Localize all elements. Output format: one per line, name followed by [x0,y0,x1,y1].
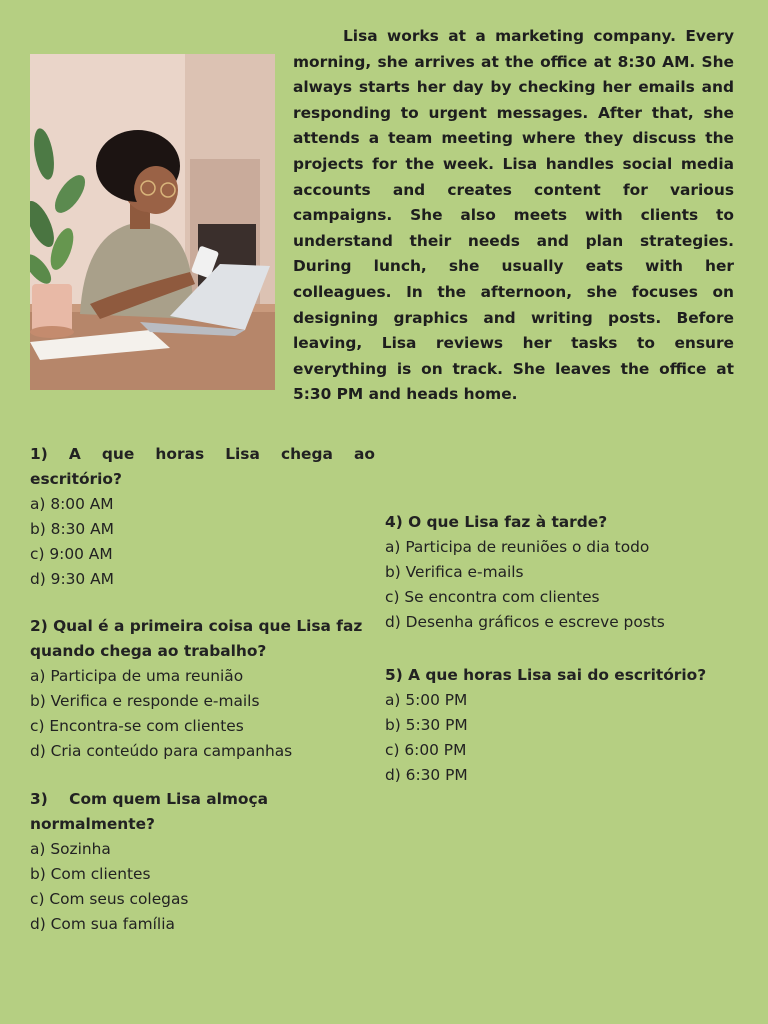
question-5 [385,663,745,788]
question-5-option-d: d) 6:30 PM [385,766,468,784]
question-1 [30,442,375,592]
question-4-option-b: b) Verifica e-mails [385,563,524,581]
question-3 [30,787,375,937]
question-4-option-a: a) Participa de reuniões o dia todo [385,538,650,556]
question-5-option-a: a) 5:00 PM [385,691,468,709]
question-2-option-c: c) Encontra-se com clientes [30,717,244,735]
question-2-option-a: a) Participa de uma reunião [30,667,244,685]
question-2-option-d: d) Cria conteúdo para campanhas [30,742,293,760]
question-4-option-c: c) Se encontra com clientes [385,588,600,606]
question-3-option-a: a) Sozinha [30,840,111,858]
question-1-option-a: a) 8:00 AM [30,495,114,513]
question-3-option-d: d) Com sua família [30,915,175,933]
question-5-option-b: b) 5:30 PM [385,716,468,734]
reading-passage: Lisa works at a marketing company. Every morning, she arrives at the office at 8:30 AM. She always starts her day by checking her emails and responding to urgent messages. After that, she attends a team meeting where they discuss the projects for the week. Lisa handles social media accounts and creates content for various campaigns. She also meets with clients to understand their needs and plan strategies. During lunch, she usually eats with her colleagues. In the afternoon, she focuses on designing graphics and writing posts. Before leaving, Lisa reviews her tasks to ensure everything is on track. She leaves the office at 5:30 PM and heads home. [293,27,734,404]
photo-illustration [30,54,275,390]
question-4-text: 4) O que Lisa faz à tarde? [385,513,608,531]
question-1-text: 1) A que horas Lisa chega ao escritório? [30,445,375,488]
question-2 [30,614,390,764]
question-4 [385,510,745,635]
question-3-text: 3) Com quem Lisa almoça normalmente? [30,790,274,833]
question-2-text: 2) Qual é a primeira coisa que Lisa faz quando chega ao trabalho? [30,617,363,660]
question-5-text: 5) A que horas Lisa sai do escritório? [385,666,707,684]
question-4-option-d: d) Desenha gráficos e escreve posts [385,613,665,631]
question-3-option-c: c) Com seus colegas [30,890,189,908]
question-1-option-c: c) 9:00 AM [30,545,113,563]
question-1-option-d: d) 9:30 AM [30,570,114,588]
question-5-option-c: c) 6:00 PM [385,741,467,759]
question-2-option-b: b) Verifica e responde e-mails [30,692,260,710]
woman-with-laptop-photo [30,54,275,390]
question-1-option-b: b) 8:30 AM [30,520,114,538]
question-3-option-b: b) Com clientes [30,865,151,883]
